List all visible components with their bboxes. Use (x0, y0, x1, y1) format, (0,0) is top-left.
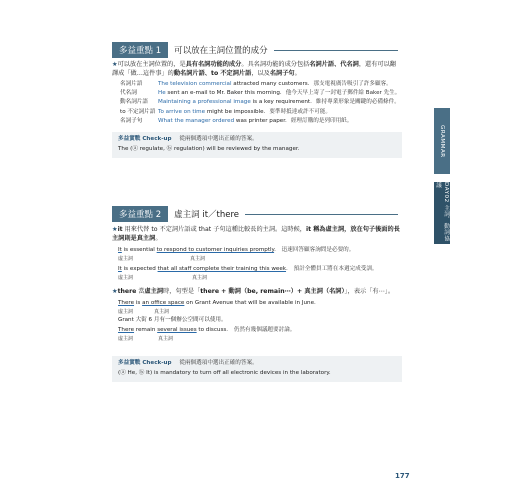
gloss-real-subject: 真主詞 (154, 309, 170, 315)
checkup-question: The (ⓐ regulate, ⓑ regulation) will be reviewed by the manager. (118, 146, 300, 152)
example-sentence-4: There remain several issues to discuss. 仍然有幾個議題要討論。 (118, 327, 296, 333)
option-b[interactable]: ⓑ It (138, 370, 150, 376)
checkup-box-1 (112, 132, 402, 158)
section-2-header (112, 206, 398, 222)
side-tab-day02[interactable]: DAY02 主詞．動詞協議 (434, 182, 450, 244)
gloss-fake-subject: 虛主詞 (118, 336, 134, 342)
option-a[interactable]: ⓐ He (120, 370, 136, 376)
gloss-fake-subject: 虛主詞 (118, 309, 134, 315)
example-list (120, 80, 400, 126)
example-sentence-3-translation: Grant 大街 6 月有一個辦公空間可以使用。 (118, 317, 227, 323)
checkup-title: 多益實戰 Check-up (118, 136, 172, 142)
page-number: 177 (395, 472, 410, 480)
section-2-para-2: ★there 當虛主詞時，句型是「there + 動詞（be, remain⋯）+ 真主詞（名詞）」，表示「有⋯」。 (112, 288, 395, 295)
section-2-para-1: ★it 用來代替 to 不定詞片語或 that 子句這種比較長的主詞。這時候，it 稱為虛主詞，放在句子後面的長主詞則是真主詞。 (112, 226, 400, 242)
gloss-fake-subject: 虛主詞 (118, 256, 134, 262)
section-1-rule (274, 50, 398, 51)
option-a[interactable]: ⓐ regulate (132, 146, 164, 152)
side-tab-grammar[interactable]: GRAMMAR (434, 108, 450, 174)
checkup-instruction: 從兩個選項中選出正確的答案。 (179, 360, 258, 366)
star-bullet-icon: ★ (112, 288, 118, 295)
option-b[interactable]: ⓑ regulation (166, 146, 203, 152)
section-1-tag: 多益重點 1 (112, 42, 168, 58)
list-item: 代名詞 He sent an e-mail to Mr. Baker this morning. 他今天早上寄了一封電子郵件給 Baker 先生。 (120, 90, 401, 97)
checkup-question: (ⓐ He, ⓑ It) is mandatory to turn off all electronic devices in the laboratory. (118, 370, 331, 376)
section-2-title: 虛主詞 it／there (174, 210, 240, 220)
list-item: 名詞子句 What the manager ordered was printer paper. 經理訂購的是列印用紙。 (120, 117, 353, 124)
section-2-rule (245, 214, 398, 215)
checkup-box-2 (112, 356, 402, 382)
gloss-real-subject: 真主詞 (158, 336, 174, 342)
star-bullet-icon: ★ (112, 226, 118, 233)
star-bullet-icon: ★ (112, 61, 118, 68)
section-1-title: 可以放在主詞位置的成分 (174, 46, 268, 56)
example-sentence-3: There is an office space on Grant Avenue that will be available in June. (118, 300, 316, 306)
section-1-header (112, 42, 398, 58)
list-item: to 不定詞片語 To arrive on time might be impossible. 要準時抵達或許不可能。 (120, 108, 331, 115)
gloss-real-subject: 真主詞 (190, 256, 206, 262)
example-sentence-2: It is expected that all staff complete their training this week. 預計全體員工將在本週完成受訓。 (118, 266, 378, 272)
list-item: 動名詞片語 Maintaining a professional image is a key requirement. 維持專業形象是關鍵的必備條件。 (120, 99, 400, 106)
gloss-fake-subject: 虛主詞 (118, 275, 134, 281)
checkup-instruction: 從兩個選項中選出正確的答案。 (179, 136, 258, 142)
list-item: 名詞片語 The television commercial attracted many customers. 那支電視廣告吸引了許多顧客。 (120, 81, 392, 87)
example-sentence-1: It is essential to respond to customer inquiries promptly. 迅速回答顧客詢問是必要的。 (118, 247, 355, 253)
section-2-tag: 多益重點 2 (112, 206, 168, 222)
gloss-real-subject: 真主詞 (192, 275, 208, 281)
section-1-intro: ★可以放在主詞位置的，是具有名詞功能的成分。具名詞功能的成分包括名詞片語、代名詞，還有可以翻譯成「做…這件事」的動名詞片語、to 不定詞片語，以及名詞子句。 (112, 61, 396, 77)
checkup-title: 多益實戰 Check-up (118, 360, 172, 366)
